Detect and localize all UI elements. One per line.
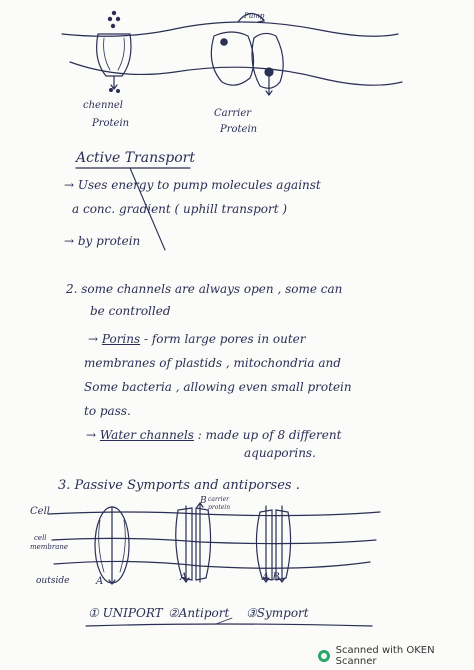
carrier-protein-label-1: carrier [208,496,230,503]
point2-line-6: to pass. [84,404,131,418]
symport-caption: ③Symport [246,606,309,620]
scanner-footer [318,645,474,667]
uniport-letter-a: A [96,576,104,587]
porins-term: Porins [101,332,141,346]
pump-label: Pump [244,12,265,20]
bottom-underline [86,624,372,626]
aquaporins-line: aquaporins. [244,446,316,460]
footer-text: Scanned with OKEN Scanner [335,645,435,667]
oken-logo-icon [318,650,330,662]
active-transport-heading: Active Transport [76,150,195,166]
carrier-label-1: Carrier [214,108,252,119]
water-channels-line: → Water channels : made up of 8 different [86,428,342,442]
carrier-label-2: Protein [220,124,258,135]
active-line-2: a conc. gradient ( uphill transport ) [72,202,288,216]
water-channels-term: Water channels [99,428,194,442]
antiport-caption: ②Antiport [168,606,230,620]
porins-line: → Porins - form large pores in outer [88,332,306,346]
active-line-1: → Uses energy to pump molecules against [64,178,321,192]
membrane-label-1: cell [34,534,47,542]
point2-line-4: membranes of plastids , mitochondria and [84,356,341,370]
antiport-letter-a: A [180,572,188,583]
active-line-3: → by protein [64,234,141,248]
channel-label-2: Protein [92,118,130,129]
cell-label: Cell [30,506,50,517]
carrier-protein-shape [211,13,283,95]
channel-protein-shape [97,11,131,92]
top-membrane-lower [70,62,402,85]
porins-definition: - form large pores in outer [143,332,306,346]
antiport-letter-b: B [200,496,207,506]
membrane-line-1 [48,512,380,516]
point2-line-2: be controlled [90,304,171,318]
carrier-protein-label-2: protein [208,504,231,511]
point2-line-5: Some bacteria , allowing even small protein [84,380,352,394]
point2-line-1: 2. some channels are always open , some can [66,282,343,296]
uniport-shape [95,507,129,584]
symport-letters: A B [262,572,280,583]
water-channels-definition: : made up of 8 different [197,428,342,442]
membrane-label-2: membrane [30,543,69,551]
uniport-caption: ① UNIPORT [88,606,163,620]
point3-heading: 3. Passive Symports and antiporses . [58,478,300,493]
outside-label: outside [36,576,70,586]
membrane-line-2 [52,538,376,543]
channel-label-1: chennel [83,100,123,111]
